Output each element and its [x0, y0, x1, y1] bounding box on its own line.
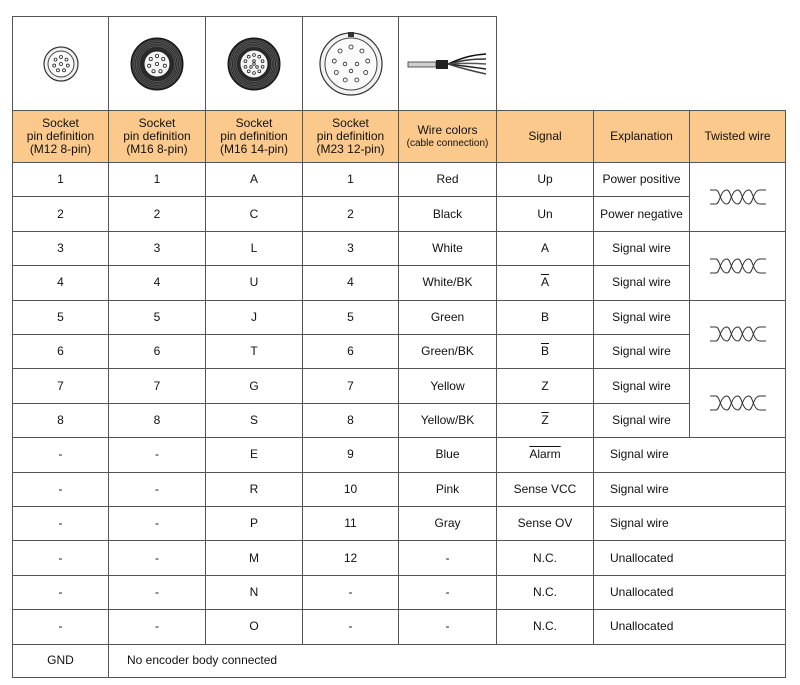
cell-value: - [58, 481, 63, 496]
grid-line [12, 334, 690, 335]
grid-line [12, 644, 786, 645]
grid-line [785, 110, 786, 678]
grid-line [108, 110, 109, 644]
grid-line [12, 16, 13, 110]
header-line: Socket [138, 116, 176, 130]
signal-label: N.C. [533, 619, 557, 634]
cell-value: White [432, 240, 463, 255]
footer-text [109, 645, 785, 677]
table-cell [303, 473, 398, 506]
table-cell [399, 232, 496, 265]
header-label: Signal [528, 129, 562, 143]
m16-14pin-connector-icon [206, 17, 302, 110]
header-line: (M16 14-pin) [219, 142, 289, 156]
signal-label: N.C. [533, 550, 557, 565]
table-cell [13, 576, 108, 609]
cell-value: - [348, 619, 353, 634]
cell-value: 8 [347, 412, 354, 427]
grid-line [12, 110, 13, 678]
table-cell [303, 541, 398, 574]
table-cell [13, 438, 108, 471]
grid-line [12, 609, 786, 610]
table-cell [594, 404, 689, 437]
table-cell [13, 232, 108, 265]
cell-value: J [251, 309, 257, 324]
m16-8pin-connector-icon [109, 17, 205, 110]
table-cell [109, 576, 205, 609]
grid-line [12, 403, 690, 404]
cell-value: 2 [153, 206, 161, 221]
cell-value: 1 [347, 172, 354, 187]
cell-value: Green [430, 309, 465, 324]
table-cell [594, 576, 785, 609]
grid-line [12, 575, 786, 576]
cell-value: 7 [347, 378, 354, 393]
cell-value: P [249, 516, 258, 531]
explanation-label: Signal wire [612, 275, 671, 290]
table-cell [497, 438, 593, 471]
table-cell [594, 197, 689, 230]
table-cell [497, 507, 593, 540]
table-cell [109, 438, 205, 471]
cell-value: White/BK [422, 275, 473, 290]
cell-value: Gray [434, 516, 461, 531]
header-line: (M12 8-pin) [29, 142, 92, 156]
header-line: (M23 12-pin) [316, 142, 385, 156]
explanation-label: Unallocated [610, 584, 674, 599]
table-cell [497, 576, 593, 609]
signal-label: Sense VCC [513, 481, 577, 496]
table-cell [13, 335, 108, 368]
twisted-pair-icon [690, 232, 785, 300]
table-cell [303, 232, 398, 265]
cell-value: 8 [153, 412, 161, 427]
table-cell [497, 369, 593, 402]
grid-line [12, 231, 786, 232]
explanation-label: Unallocated [610, 619, 674, 634]
cell-value: Yellow/BK [420, 412, 475, 427]
header-text [316, 117, 384, 156]
table-cell [206, 369, 302, 402]
table-cell [303, 197, 398, 230]
header-line: pin definition [123, 129, 191, 143]
grid-line [398, 16, 399, 110]
cable-icon [399, 17, 496, 110]
grid-line [302, 16, 303, 110]
explanation-label: Signal wire [612, 412, 671, 427]
table-cell [594, 369, 689, 402]
table-cell [109, 232, 205, 265]
table-cell [303, 266, 398, 299]
grid-line [12, 300, 786, 301]
header-line: Socket [235, 116, 273, 130]
cell-value: - [155, 550, 159, 565]
table-cell [497, 163, 593, 196]
cell-value: 5 [347, 309, 354, 324]
grid-line [12, 540, 786, 541]
header-label: Explanation [610, 129, 673, 143]
cell-value: Red [436, 172, 459, 187]
header-text [407, 124, 489, 150]
table-cell [109, 301, 205, 334]
cell-value: O [249, 619, 259, 634]
grid-line [398, 110, 399, 644]
grid-line [205, 110, 206, 644]
table-cell [399, 438, 496, 471]
table-cell [594, 163, 689, 196]
header-cell [303, 111, 398, 162]
table-cell [206, 404, 302, 437]
header-cell [690, 111, 785, 162]
cell-value: 12 [343, 550, 358, 565]
header-line: pin definition [26, 129, 95, 143]
table-cell [497, 541, 593, 574]
table-cell [399, 404, 496, 437]
grid-line [108, 16, 109, 110]
table-cell [497, 266, 593, 299]
header-line: (cable connection) [406, 137, 489, 149]
table-cell [206, 197, 302, 230]
cell-value: 6 [153, 344, 161, 359]
cell-value: 2 [57, 206, 64, 221]
cell-value: 5 [57, 309, 64, 324]
grid-line [12, 16, 497, 17]
table-cell [594, 266, 689, 299]
header-cell [13, 111, 108, 162]
table-cell [109, 610, 205, 643]
cell-value: 9 [347, 447, 354, 462]
table-cell [109, 541, 205, 574]
table-cell [206, 610, 302, 643]
header-line: Socket [42, 116, 79, 130]
grid-line [12, 196, 690, 197]
table-cell [109, 404, 205, 437]
table-cell [13, 163, 108, 196]
cell-value: - [445, 550, 450, 565]
explanation-label: Signal wire [612, 378, 671, 393]
table-cell [206, 301, 302, 334]
cell-value: - [155, 481, 159, 496]
cell-value: - [155, 516, 159, 531]
explanation-label: Power negative [600, 206, 683, 221]
table-cell [303, 438, 398, 471]
twisted-pair-icon [690, 369, 785, 437]
table-cell [594, 610, 785, 643]
table-cell [13, 541, 108, 574]
header-line: pin definition [316, 129, 385, 143]
explanation-label: Signal wire [612, 344, 671, 359]
table-cell [13, 507, 108, 540]
table-cell [497, 197, 593, 230]
table-cell [303, 369, 398, 402]
signal-label: $\overline{A}$ [540, 275, 549, 290]
table-cell [399, 369, 496, 402]
table-cell [206, 576, 302, 609]
table-cell [303, 335, 398, 368]
grid-line [12, 437, 786, 438]
cell-value: N [249, 584, 259, 599]
table-cell [399, 197, 496, 230]
table-cell [399, 576, 496, 609]
twisted-pair-icon [690, 301, 785, 369]
footer-note: No encoder body connected [127, 653, 278, 668]
cell-value: L [250, 240, 258, 255]
table-cell [497, 232, 593, 265]
table-cell [206, 507, 302, 540]
cell-value: C [249, 206, 259, 221]
table-cell [594, 232, 689, 265]
header-line: Socket [332, 116, 369, 130]
table-cell [303, 301, 398, 334]
table-cell [303, 507, 398, 540]
signal-label: Alarm [529, 447, 561, 462]
header-line: pin definition [220, 129, 288, 143]
explanation-label: Power positive [602, 172, 681, 187]
signal-label: Un [537, 206, 553, 221]
table-cell [594, 507, 785, 540]
header-cell [206, 111, 302, 162]
grid-line [12, 110, 786, 111]
cell-value: 7 [153, 378, 161, 393]
cell-value: E [249, 447, 258, 462]
cell-value: U [249, 275, 259, 290]
cell-value: - [58, 619, 63, 634]
grid-line [12, 162, 786, 163]
table-cell [109, 266, 205, 299]
explanation-label: Signal wire [612, 240, 671, 255]
table-cell [303, 163, 398, 196]
cell-value: - [445, 619, 450, 634]
cell-value: 5 [153, 309, 161, 324]
cell-value: A [249, 172, 258, 187]
table-cell [206, 266, 302, 299]
cell-value: 3 [153, 240, 161, 255]
table-cell [399, 301, 496, 334]
cell-value: 3 [347, 240, 354, 255]
cell-value: M [249, 550, 259, 565]
table-cell [497, 610, 593, 643]
table-cell [109, 473, 205, 506]
table-cell [594, 541, 785, 574]
cell-value: 8 [57, 412, 64, 427]
cell-value: - [155, 447, 159, 462]
table-cell [109, 507, 205, 540]
header-line: Wire colors [417, 122, 478, 137]
header-cell [399, 111, 496, 162]
signal-label: N.C. [533, 584, 557, 599]
table-cell [399, 335, 496, 368]
signal-label: $\overline{B}$ [540, 344, 549, 359]
header-cell [109, 111, 205, 162]
header-text [220, 117, 288, 156]
cell-value: Black [432, 206, 463, 221]
cell-value: 1 [153, 172, 161, 187]
table-cell [399, 507, 496, 540]
table-cell [399, 266, 496, 299]
cell-value: - [58, 550, 63, 565]
table-cell [13, 473, 108, 506]
m12-8pin-connector-icon [13, 17, 108, 110]
signal-label: Sense OV [517, 516, 573, 531]
cell-value: 2 [347, 206, 354, 221]
cell-value: - [155, 584, 159, 599]
grid-line [689, 110, 690, 437]
table-cell [399, 473, 496, 506]
grid-line [12, 506, 786, 507]
cell-value: 3 [57, 240, 64, 255]
grid-line [205, 16, 206, 110]
cell-value: - [58, 584, 63, 599]
signal-label: B [540, 309, 549, 324]
cell-value: Green/BK [421, 344, 474, 359]
table-cell [13, 369, 108, 402]
grid-line [12, 265, 690, 266]
table-cell [303, 404, 398, 437]
header-line: (M16 8-pin) [126, 142, 188, 156]
cell-value: R [249, 481, 259, 496]
table-cell [497, 404, 593, 437]
table-cell [399, 541, 496, 574]
m23-12pin-connector-icon [303, 17, 398, 110]
cell-value: 7 [57, 378, 64, 393]
cell-value: 4 [153, 275, 161, 290]
table-cell [13, 610, 108, 643]
table-cell [303, 610, 398, 643]
table-cell [206, 232, 302, 265]
cell-value: 1 [57, 172, 64, 187]
cell-value: 6 [347, 344, 354, 359]
table-cell [594, 301, 689, 334]
explanation-label: Signal wire [610, 516, 669, 531]
grid-line [496, 16, 497, 110]
header-cell [497, 111, 593, 162]
table-cell [206, 335, 302, 368]
table-cell [594, 335, 689, 368]
signal-label: Up [537, 172, 553, 187]
table-cell [206, 473, 302, 506]
cell-value: - [58, 447, 63, 462]
cell-value: 10 [343, 481, 358, 496]
cell-value: - [445, 584, 450, 599]
table-cell [497, 473, 593, 506]
table-cell [206, 163, 302, 196]
twisted-pair-icon [690, 163, 785, 231]
cell-value: 11 [344, 516, 357, 531]
cell-value: Yellow [430, 378, 465, 393]
table-cell [13, 301, 108, 334]
grid-line [593, 110, 594, 644]
explanation-label: Signal wire [612, 309, 671, 324]
cell-value: S [249, 412, 258, 427]
table-cell [13, 404, 108, 437]
table-cell [497, 335, 593, 368]
cell-value: - [155, 619, 159, 634]
header-text [123, 117, 190, 156]
grid-line [496, 110, 497, 644]
table-cell [13, 197, 108, 230]
grid-line [12, 472, 786, 473]
table-cell [594, 473, 785, 506]
table-cell [594, 438, 785, 471]
table-cell [109, 335, 205, 368]
table-cell [206, 541, 302, 574]
signal-label: Z [541, 378, 549, 393]
footer-label [13, 645, 108, 677]
cell-value: - [348, 584, 353, 599]
header-text [27, 117, 94, 156]
cell-value: 6 [57, 344, 64, 359]
grid-line [12, 368, 786, 369]
cell-value: Pink [435, 481, 460, 496]
table-cell [399, 610, 496, 643]
signal-label: A [540, 240, 549, 255]
cell-value: Blue [435, 447, 460, 462]
cell-value: 4 [57, 275, 64, 290]
explanation-label: Signal wire [610, 447, 669, 462]
header-label: Twisted wire [704, 129, 771, 143]
table-cell [13, 266, 108, 299]
gnd-label: GND [47, 653, 74, 668]
table-cell [109, 163, 205, 196]
explanation-label: Signal wire [610, 481, 669, 496]
signal-label: $\overline{Z}$ [541, 412, 549, 427]
cell-value: 4 [347, 275, 354, 290]
cell-value: - [58, 516, 63, 531]
table-cell [303, 576, 398, 609]
table-cell [206, 438, 302, 471]
grid-line [302, 110, 303, 644]
table-cell [497, 301, 593, 334]
cell-value: G [249, 378, 259, 393]
explanation-label: Unallocated [610, 550, 674, 565]
grid-line [108, 644, 109, 677]
table-cell [399, 163, 496, 196]
grid-line [12, 677, 786, 678]
header-cell [594, 111, 689, 162]
table-cell [109, 197, 205, 230]
cell-value: T [250, 344, 258, 359]
table-cell [109, 369, 205, 402]
